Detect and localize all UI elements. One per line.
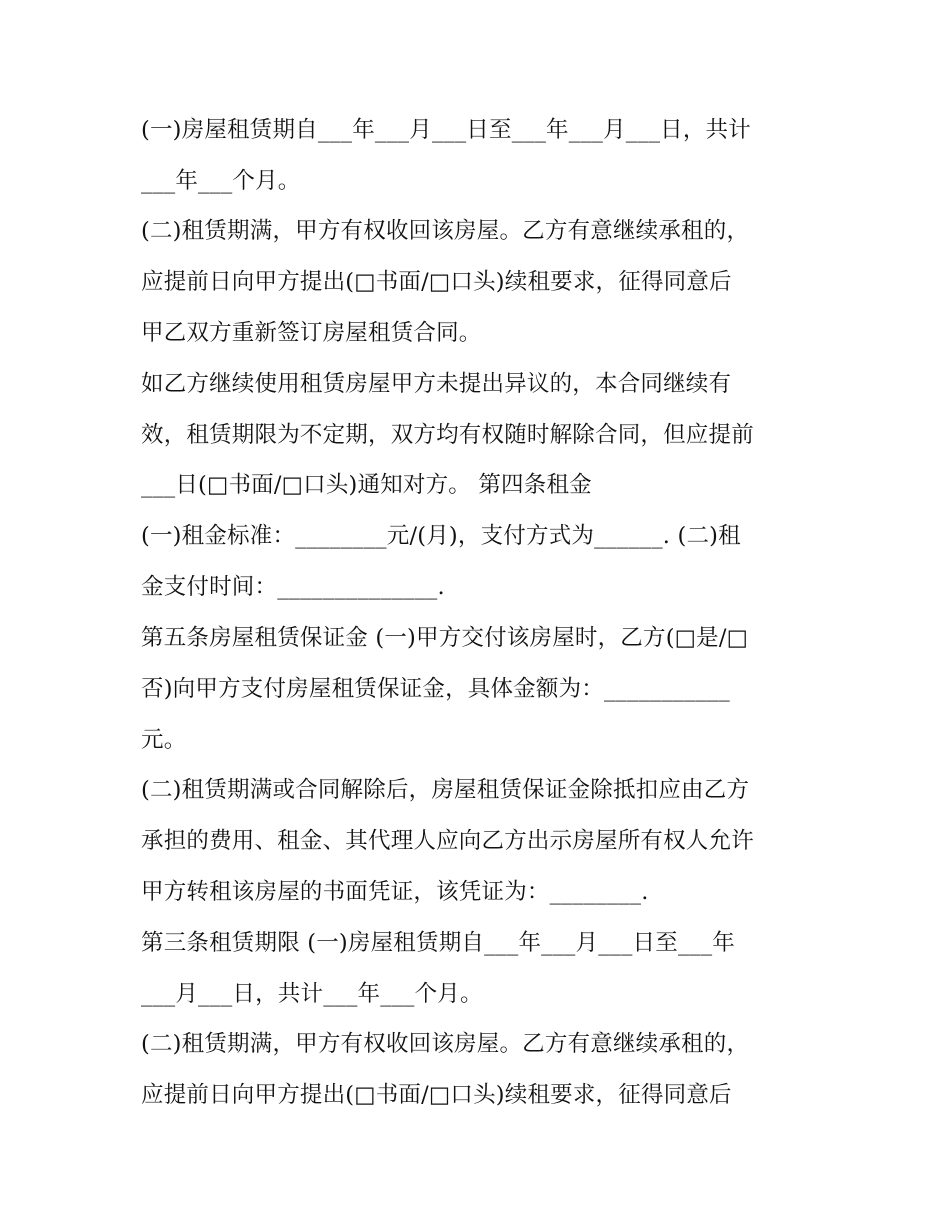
text-line: (一)租金标准：________元/(月)，支付方式为______. (二)租 xyxy=(141,523,741,549)
text-line: ___日(□书面/□口头)通知对方。 第四条租金 xyxy=(141,472,592,498)
text-line: ___年___个月。 xyxy=(141,168,301,194)
text-line: 元。 xyxy=(141,727,187,753)
text-line: (二)租赁期满，甲方有权收回该房屋。乙方有意继续承租的， xyxy=(141,218,750,244)
text-line: 甲方转租该房屋的书面凭证，该凭证为：________. xyxy=(141,879,649,905)
text-line: (一)房屋租赁期自___年___月___日至___年___月___日，共计 xyxy=(141,117,751,143)
text-line: 金支付时间：______________. xyxy=(141,574,445,600)
text-line: 甲乙双方重新签订房屋租赁合同。 xyxy=(141,320,482,346)
text-line: 否)向甲方支付房屋租赁保证金，具体金额为：___________ xyxy=(141,676,730,702)
text-line: 应提前日向甲方提出(□书面/□口头)续租要求，征得同意后 xyxy=(141,269,732,295)
text-line: (二)租赁期满或合同解除后，房屋租赁保证金除抵扣应由乙方 xyxy=(141,777,750,803)
text-line: 承担的费用、租金、其代理人应向乙方出示房屋所有权人允许 xyxy=(141,828,754,854)
text-line: ___月___日，共计___年___个月。 xyxy=(141,981,483,1007)
text-line: 第三条租赁期限 (一)房屋租赁期自___年___月___日至___年 xyxy=(141,930,736,956)
text-line: 第五条房屋租赁保证金 (一)甲方交付该房屋时，乙方(□是/□ xyxy=(141,625,749,651)
text-line: 效，租赁期限为不定期，双方均有权随时解除合同，但应提前 xyxy=(141,422,754,448)
text-line: 应提前日向甲方提出(□书面/□口头)续租要求，征得同意后 xyxy=(141,1082,732,1108)
text-line: (二)租赁期满，甲方有权收回该房屋。乙方有意继续承租的， xyxy=(141,1031,750,1057)
text-line: 如乙方继续使用租赁房屋甲方未提出异议的，本合同继续有 xyxy=(141,371,732,397)
